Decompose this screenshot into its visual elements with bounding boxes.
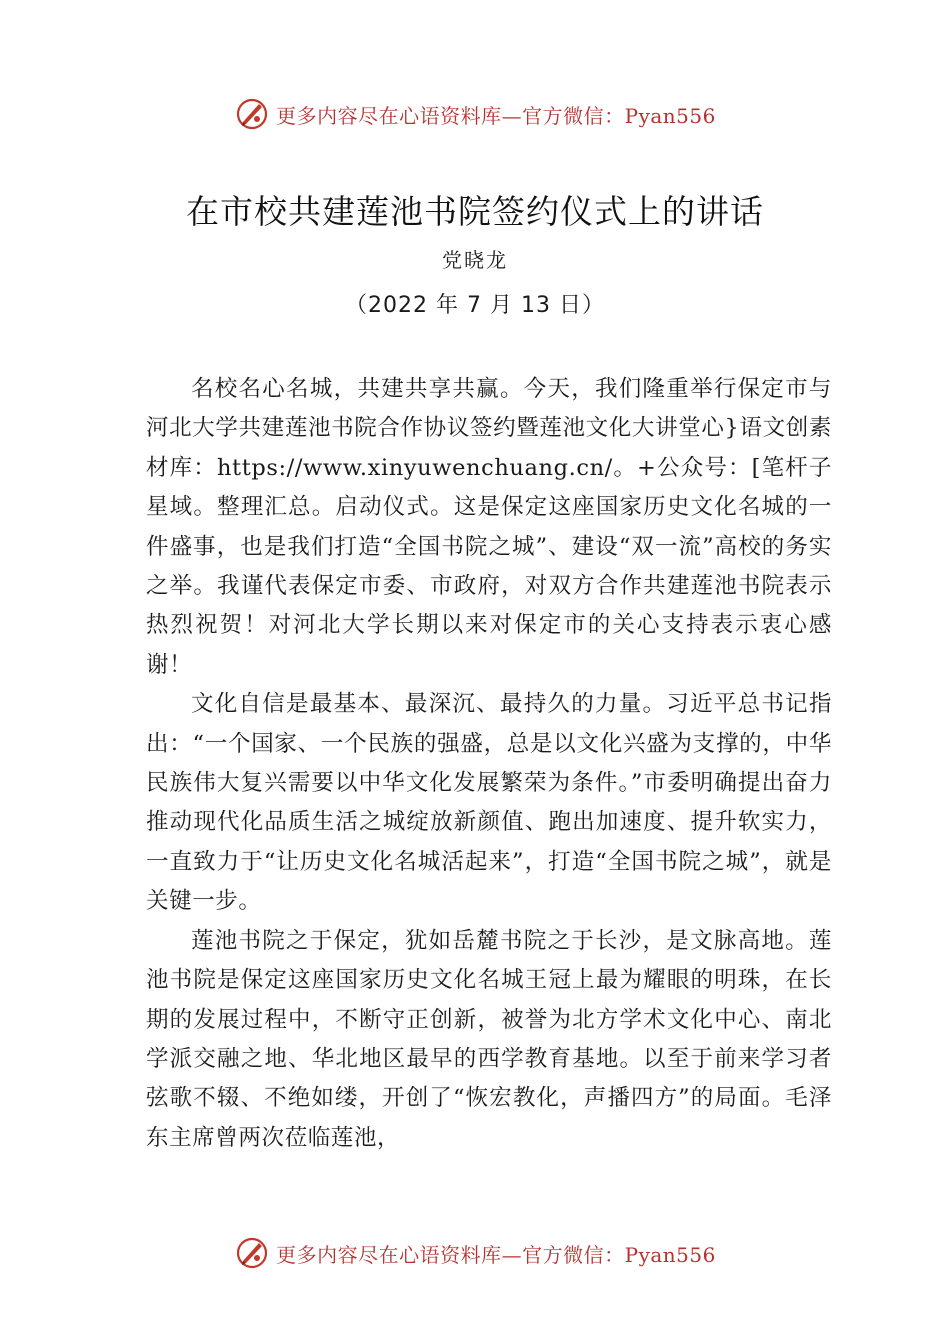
paragraph: 名校名心名城，共建共享共赢。今天，我们隆重举行保定市与河北大学共建莲池书院合作协议签约暨莲池文化大讲堂心}语文创素材库：https://www.xinyuwenchuang.cn/。+公众号：[笔杆子星域。整理汇总。启动仪式。这是保定这座国家历史文化名城的一件盛事，也是我们打造“全国书院之城”、建设“双一流”高校的务实之举。我谨代表保定市委、市政府，对双方合作共建莲池书院表示热烈祝贺！对河北大学长期以来对保定市的关心支持表示衷心感谢！	[146, 376, 832, 678]
paragraph: 文化自信是最基本、最深沉、最持久的力量。习近平总书记指出：“一个国家、一个民族的强盛，总是以文化兴盛为支撑的，中华民族伟大复兴需要以中华文化发展繁荣为条件。”市委明确提出奋力推动现代化品质生活之城绽放新颜值、跑出加速度、提升软实力，一直致力于“让历史文化名城活起来”，打造“全国书院之城”，就是关键一步。	[146, 691, 832, 915]
document-author: 党晓龙	[442, 248, 508, 272]
quill-seal-icon	[234, 96, 270, 132]
document-title: 在市校共建莲池书院签约仪式上的讲话	[186, 192, 764, 231]
footer-banner	[0, 1233, 950, 1273]
banner-text: 更多内容尽在心语资料库—官方微信：Pyan556	[276, 103, 716, 128]
header-banner	[0, 94, 950, 134]
document-date: （2022 年 7 月 13 日）	[345, 293, 605, 318]
banner-text: 更多内容尽在心语资料库—官方微信：Pyan556	[276, 1242, 716, 1267]
quill-seal-icon	[234, 1235, 270, 1271]
paragraph: 莲池书院之于保定，犹如岳麓书院之于长沙，是文脉高地。莲池书院是保定这座国家历史文化名城王冠上最为耀眼的明珠，在长期的发展过程中，不断守正创新，被誉为北方学术文化中心、南北学派交融之地、华北地区最早的西学教育基地。以至于前来学习者弦歌不辍、不绝如缕，开创了“恢宏教化，声播四方”的局面。毛泽东主席曾两次莅临莲池，	[146, 927, 832, 1151]
document-body	[146, 370, 832, 1158]
